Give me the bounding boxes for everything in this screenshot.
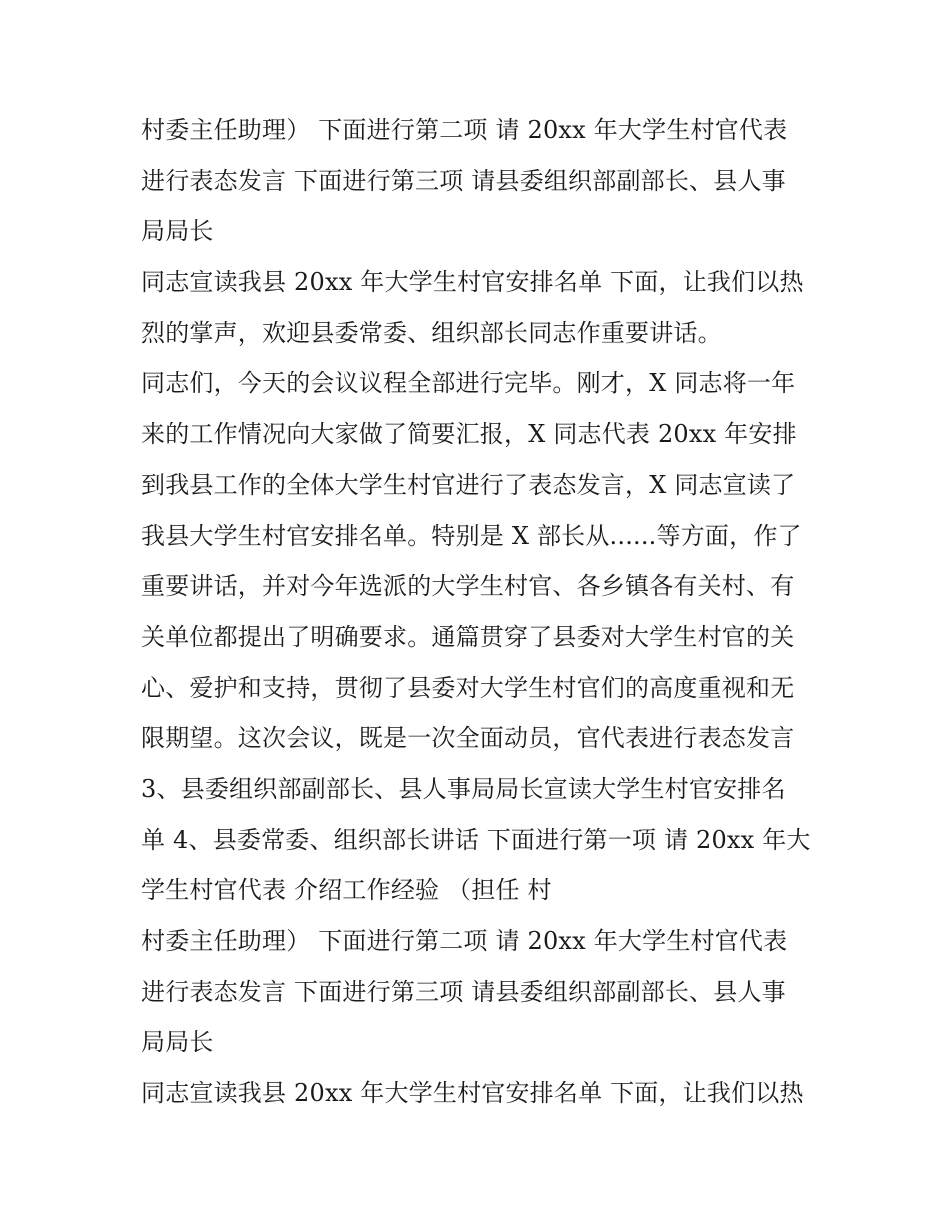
text-line: 我县大学生村官安排名单。特别是 X 部长从......等方面，作了 xyxy=(141,521,802,550)
text-line: 进行表态发言 下面进行第三项 请县委组织部副部长、县人事 xyxy=(141,977,786,1006)
text-line: 同志宣读我县 20xx 年大学生村官安排名单 下面，让我们以热 xyxy=(141,1079,804,1108)
text-line: 心、爱护和支持，贯彻了县委对大学生村官们的高度重视和无 xyxy=(141,673,795,702)
text-line: 限期望。这次会议，既是一次全面动员，官代表进行表态发言 xyxy=(141,724,795,753)
text-line: 重要讲话，并对今年选派的大学生村官、各乡镇各有关村、有 xyxy=(141,572,795,601)
text-line: 单 4、县委常委、组织部长讲话 下面进行第一项 请 20xx 年大 xyxy=(141,825,811,854)
text-line: 关单位都提出了明确要求。通篇贯穿了县委对大学生村官的关 xyxy=(141,622,795,651)
text-line: 局局长 xyxy=(141,217,214,246)
text-line: 局局长 xyxy=(141,1028,214,1057)
text-line: 学生村官代表 介绍工作经验 （担任 村 xyxy=(141,876,552,905)
text-line: 烈的掌声，欢迎县委常委、组织部长同志作重要讲话。 xyxy=(141,318,722,347)
text-line: 村委主任助理） 下面进行第二项 请 20xx 年大学生村官代表 xyxy=(141,927,788,955)
text-line: 同志宣读我县 20xx 年大学生村官安排名单 下面，让我们以热 xyxy=(141,268,804,297)
text-line: 同志们，今天的会议议程全部进行完毕。刚才，X 同志将一年 xyxy=(141,369,796,398)
text-line: 到我县工作的全体大学生村官进行了表态发言，X 同志宣读了 xyxy=(141,470,796,499)
text-line: 3、县委组织部副部长、县人事局局长宣读大学生村官安排名 xyxy=(141,774,786,803)
document-body xyxy=(141,110,821,1124)
text-line: 进行表态发言 下面进行第三项 请县委组织部副部长、县人事 xyxy=(141,166,786,195)
text-line: 村委主任助理） 下面进行第二项 请 20xx 年大学生村官代表 xyxy=(141,116,788,144)
text-line: 来的工作情况向大家做了简要汇报，X 同志代表 20xx 年安排 xyxy=(141,420,797,449)
